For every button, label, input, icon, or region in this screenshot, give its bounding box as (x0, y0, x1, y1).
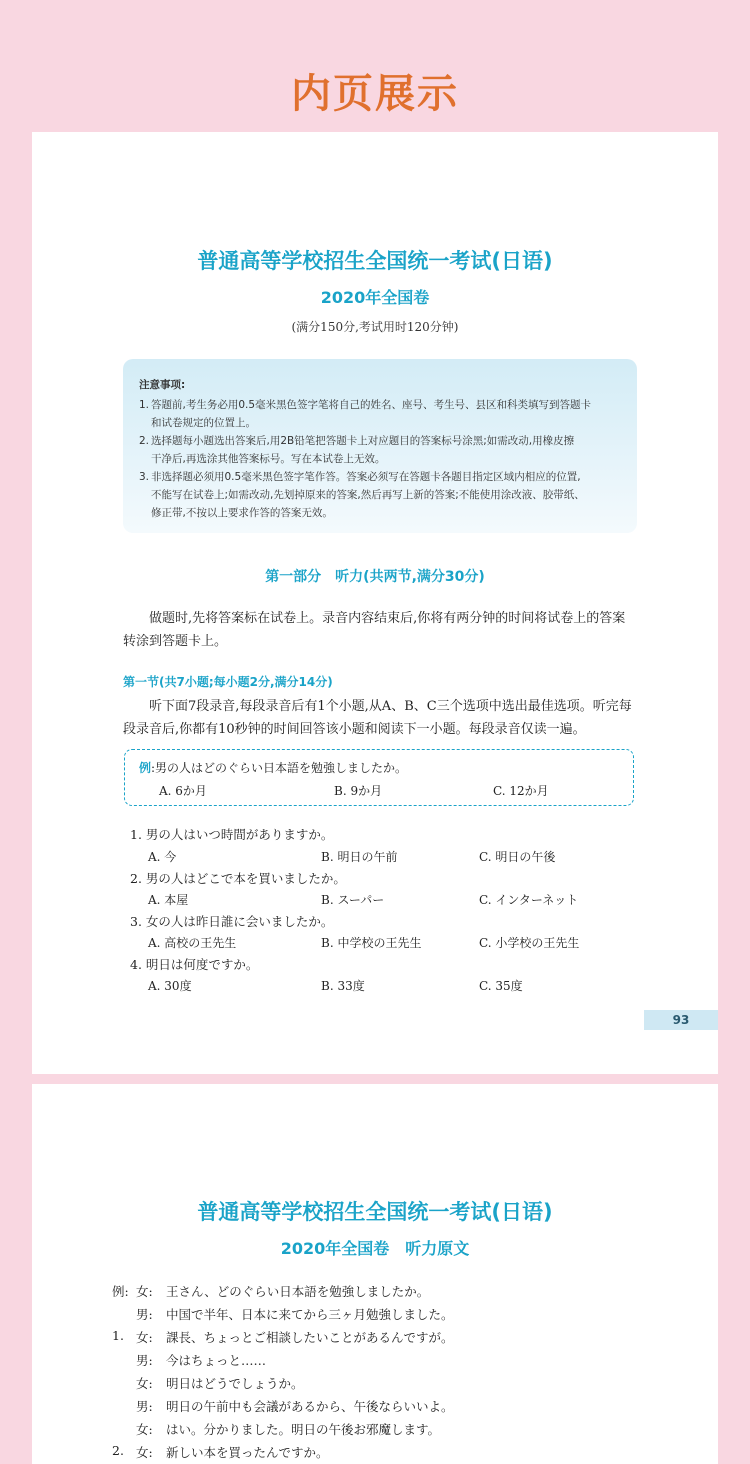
document-page-2 (32, 1084, 718, 1464)
example-option-b: B. 9か月 (334, 784, 383, 798)
transcript-text: 王さん、どのぐらい日本語を勉強しましたか。 (166, 1284, 430, 1299)
notice-line: 不能写在试卷上;如需改动,先划掉原来的答案,然后再写上新的答案;不能使用涂改液、胶带纸、 (151, 489, 585, 501)
section1-desc-line: 听下面7段录音,每段录音后有1个小题,从A、B、C三个选项中选出最佳选项。听完每 (149, 699, 632, 714)
notice-item (139, 396, 621, 432)
transcript-text: 課長、ちょっとご相談したいことがあるんですが。 (166, 1330, 454, 1345)
transcript-speaker: 女: (136, 1284, 153, 1299)
example-question-text: :男の人はどのぐらい日本語を勉強しましたか。 (151, 761, 408, 775)
q1-option-b: B. 明日の午前 (321, 850, 398, 864)
notice-line: 非选择题必须用0.5毫米黑色签字笔作答。答案必须写在答题卡各题目指定区域内相应的位置, (151, 471, 581, 483)
transcript-text: 中国で半年、日本に来てから三ヶ月勉強しました。 (166, 1307, 454, 1322)
transcript-speaker: 女: (136, 1376, 153, 1391)
transcript-num: 1. (112, 1328, 124, 1343)
notice-line: 干净后,再选涂其他答案标号。写在本试卷上无效。 (151, 453, 386, 465)
question-1: 1. 男の人はいつ時間がありますか。 (130, 827, 334, 842)
example-question (139, 759, 407, 776)
q3-option-c: C. 小学校の王先生 (479, 936, 580, 950)
transcript-text: 新しい本を買ったんですか。 (166, 1445, 329, 1460)
section1-desc-line: 段录音后,你都有10秒钟的时间回答该小题和阅读下一小题。每段录音仅读一遍。 (123, 722, 586, 737)
exam-title: 普通高等学校招生全国统一考试(日语) (197, 1200, 553, 1224)
transcript-speaker: 女: (136, 1445, 153, 1460)
q3-option-a: A. 高校の王先生 (148, 936, 237, 950)
notice-box (123, 359, 637, 533)
example-option-c: C. 12か月 (493, 784, 549, 798)
transcript-text: 明日の午前中も会議があるから、午後ならいいよ。 (166, 1399, 454, 1414)
q3-option-b: B. 中学校の王先生 (321, 936, 422, 950)
banner-title: 内页展示 (291, 71, 459, 117)
question-2: 2. 男の人はどこで本を買いましたか。 (130, 871, 346, 886)
exam-note: (满分150分,考试用时120分钟) (291, 320, 459, 334)
document-page-1 (32, 132, 718, 1074)
transcript-speaker: 男: (136, 1307, 153, 1322)
q4-option-c: C. 35度 (479, 979, 523, 993)
transcript-num: 2. (112, 1443, 124, 1458)
page-number: 93 (644, 1010, 718, 1030)
q1-option-c: C. 明日の午後 (479, 850, 556, 864)
intro-line: 做题时,先将答案标在试卷上。录音内容结束后,你将有两分钟的时间将试卷上的答案 (149, 611, 626, 626)
notice-item (139, 432, 621, 468)
exam-subtitle: 2020年全国卷 听力原文 (280, 1239, 470, 1258)
exam-subtitle: 2020年全国卷 (320, 288, 430, 307)
notice-line: 和试卷规定的位置上。 (151, 417, 256, 429)
q2-option-a: A. 本屋 (148, 893, 189, 907)
exam-title: 普通高等学校招生全国统一考试(日语) (197, 249, 553, 273)
q2-option-b: B. スーパー (321, 893, 385, 907)
intro-line: 转涂到答题卡上。 (123, 634, 228, 649)
q2-option-c: C. インターネット (479, 893, 579, 907)
question-3: 3. 女の人は昨日誰に会いましたか。 (130, 914, 334, 929)
q4-option-b: B. 33度 (321, 979, 365, 993)
question-4: 4. 明日は何度ですか。 (130, 957, 259, 972)
notice-num: 3. (139, 471, 150, 483)
example-option-a: A. 6か月 (159, 784, 207, 798)
transcript-text: 今はちょっと…… (166, 1353, 267, 1368)
section1-label: 第一节(共7小题;每小题2分,满分14分) (123, 675, 333, 689)
q1-option-a: A. 今 (148, 850, 177, 864)
notice-item (139, 468, 621, 522)
transcript-speaker: 女: (136, 1422, 153, 1437)
transcript-num: 例: (112, 1284, 129, 1299)
notice-line: 答题前,考生务必用0.5毫米黑色签字笔将自己的姓名、座号、考生号、县区和科类填写到答题卡 (151, 399, 592, 411)
notice-title: 注意事项: (139, 379, 186, 391)
notice-line: 选择题每小题选出答案后,用2B铅笔把答题卡上对应题目的答案标号涂黑;如需改动,用橡皮擦 (151, 435, 575, 447)
section1-description (123, 695, 637, 741)
example-box (124, 749, 634, 806)
transcript-text: はい。分かりました。明日の午後お邪魔します。 (166, 1422, 441, 1437)
transcript-speaker: 男: (136, 1353, 153, 1368)
notice-num: 1. (139, 399, 150, 411)
q4-option-a: A. 30度 (148, 979, 192, 993)
part1-heading: 第一部分 听力(共两节,满分30分) (265, 569, 485, 585)
notice-line: 修正带,不按以上要求作答的答案无效。 (151, 507, 333, 519)
transcript-speaker: 男: (136, 1399, 153, 1414)
transcript-text: 明日はどうでしょうか。 (166, 1376, 304, 1391)
notice-num: 2. (139, 435, 150, 447)
intro-paragraph (123, 607, 637, 653)
transcript-speaker: 女: (136, 1330, 153, 1345)
example-label: 例 (139, 761, 152, 775)
